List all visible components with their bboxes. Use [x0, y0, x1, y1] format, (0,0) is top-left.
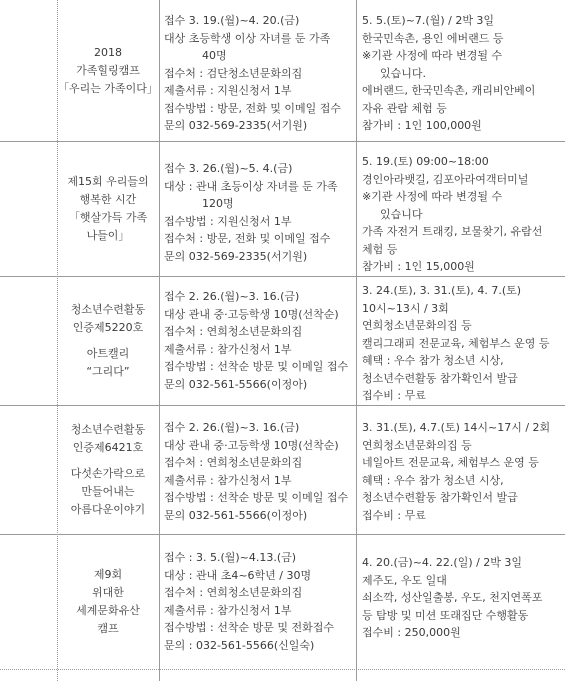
program-name-line: 아름다운이야기	[70, 502, 146, 516]
application-info	[164, 12, 354, 135]
info-line: 접수방법 : 선착순 방문 및 전화접수	[164, 621, 334, 634]
schedule-line: 캘리그래피 전문교육, 체험부스 운영 등	[362, 336, 550, 350]
schedule-line: 4. 20.(금)~4. 22.(일) / 2박 3일	[362, 556, 523, 569]
info-line: 대상 초등학생 이상 자녀를 둔 가족	[164, 31, 331, 45]
schedule-line: 청소년수련활동 참가확인서 발급	[362, 491, 518, 504]
info-line: 대상 관내 중·고등학생 10명(선착순)	[164, 307, 339, 321]
schedule-line: 쇠소깍, 성산일출봉, 우도, 천지연폭포	[362, 591, 543, 604]
schedule-line: 있습니다.	[380, 66, 427, 80]
info-line: 제출서류 : 지원신청서 1부	[164, 84, 292, 97]
info-line: 문의 : 032-561-5566(신일숙)	[164, 638, 315, 652]
info-line: 문의 032-569-2335(서기원)	[164, 249, 308, 263]
info-line: 접수처 : 방문, 전화 및 이메일 접수	[164, 232, 331, 245]
program-name-line: 청소년수련활동	[70, 302, 146, 316]
program-name-line: 청소년수련활동	[70, 422, 146, 436]
info-line: 접수방법 : 방문, 전화 및 이메일 접수	[164, 101, 341, 115]
schedule-line: 체험 등	[362, 242, 398, 256]
info-line: 접수방법 : 선착순 방문 및 이메일 접수	[164, 491, 349, 504]
info-line: 접수방법 : 지원신청서 1부	[164, 214, 292, 228]
info-line: 접수처 : 연희청소년문화의집	[164, 456, 303, 469]
schedule-line: 제주도, 우도 일대	[362, 573, 447, 587]
info-line: 접수처 : 연희청소년문화의집	[164, 586, 303, 599]
info-line: 제출서류 : 참가신청서 1부	[164, 603, 292, 617]
program-name-line: 가족힐링캠프	[76, 63, 140, 77]
info-line: 문의 032-561-5566(이정아)	[164, 508, 308, 522]
program-name	[57, 405, 159, 534]
info-line: 접수방법 : 선착순 방문 및 이메일 접수	[164, 360, 349, 373]
program-name-line: 행복한 시간	[79, 192, 137, 206]
info-line: 제출서류 : 참가신청서 1부	[164, 342, 292, 356]
schedule-line: ※기관 사정에 따라 변경될 수	[362, 49, 503, 62]
program-name-line: 인증제6421호	[72, 440, 144, 454]
program-name	[57, 141, 159, 276]
program-name-line: 다섯손가락으로	[70, 466, 146, 480]
application-info	[164, 160, 354, 265]
program-name	[57, 276, 159, 405]
schedule-line: 3. 31.(토), 4.7.(토) 14시~17시 / 2회	[362, 421, 551, 434]
schedule-details	[362, 554, 562, 642]
info-line: 문의 032-569-2335(서기원)	[164, 119, 308, 132]
program-name	[57, 534, 159, 669]
schedule-line: 5. 5.(토)~7.(월) / 2박 3일	[362, 14, 495, 27]
schedule-line: 접수비 : 무료	[362, 508, 426, 522]
info-line: 대상 : 관내 초4~6학년 / 30명	[164, 568, 312, 582]
program-name-line: 「우리는 가족이다」	[58, 81, 158, 95]
application-info	[164, 549, 354, 654]
program-name-line: 2018	[94, 45, 122, 59]
info-line: 제출서류 : 참가신청서 1부	[164, 473, 292, 487]
schedule-line: 네일아트 전문교육, 체험부스 운영 등	[362, 456, 539, 469]
program-name-line: 아트캘리	[86, 346, 130, 360]
schedule-line: 한국민속촌, 용인 에버랜드 등	[362, 31, 504, 45]
schedule-line: 연희청소년문화의집 등	[362, 438, 472, 452]
schedule-line: 경인아라뱃길, 김포아라여객터미널	[362, 172, 529, 186]
schedule-line: 가족 자전거 트래킹, 보물찾기, 유람선	[362, 225, 543, 238]
program-row	[0, 534, 565, 669]
schedule-line: 에버랜드, 한국민속촌, 캐리비안베이	[362, 84, 536, 97]
program-name-line: 인증제5220호	[72, 320, 144, 334]
application-info	[164, 419, 354, 524]
info-line: 120명	[202, 197, 234, 210]
schedule-details	[362, 12, 562, 135]
info-line: 접수처 : 검단청소년문화의집	[164, 66, 303, 80]
info-line: 접수처 : 연희청소년문화의집	[164, 325, 303, 338]
info-line: 접수 : 3. 5.(월)~4.13.(금)	[164, 551, 297, 564]
program-name-line: 제15회 우리들의	[67, 174, 149, 188]
schedule-line: 있습니다	[380, 207, 423, 221]
program-row	[0, 0, 565, 141]
schedule-details	[362, 282, 562, 405]
program-name-line: 캠프	[97, 621, 119, 635]
info-line: 접수 2. 26.(월)~3. 16.(금)	[164, 290, 300, 303]
info-line: 문의 032-561-5566(이정아)	[164, 377, 308, 391]
schedule-line: 참가비 : 1인 15,000원	[362, 260, 475, 273]
schedule-line: 청소년수련활동 참가확인서 발급	[362, 371, 518, 385]
schedule-line: 연희청소년문화의집 등	[362, 319, 472, 332]
schedule-line: 10시~13시 / 3회	[362, 301, 449, 315]
program-row	[0, 141, 565, 276]
info-line: 접수 3. 19.(월)~4. 20.(금)	[164, 14, 300, 27]
program-name-line: “그리다”	[86, 364, 130, 378]
schedule-line: 자유 관람 체험 등	[362, 101, 447, 115]
schedule-line: 접수비 : 250,000원	[362, 626, 461, 639]
schedule-line: 참가비 : 1인 100,000원	[362, 119, 482, 132]
schedule-line: ※기관 사정에 따라 변경될 수	[362, 190, 503, 203]
program-name-line: 만들어내는	[81, 484, 135, 498]
row-divider	[0, 669, 565, 670]
info-line: 대상 관내 중·고등학생 10명(선착순)	[164, 438, 339, 452]
program-name-line: 나들이」	[86, 228, 130, 242]
schedule-line: 접수비 : 무료	[362, 389, 426, 402]
program-name-line: 제9회	[93, 567, 123, 581]
schedule-line: 혜택 : 우수 참가 청소년 시상,	[362, 473, 504, 487]
program-row	[0, 405, 565, 534]
application-info	[164, 288, 354, 393]
program-row	[0, 276, 565, 405]
schedule-line: 등 탐방 및 미션 또래집단 수행활동	[362, 608, 529, 622]
schedule-details	[362, 153, 562, 276]
schedule-line: 3. 24.(토), 3. 31.(토), 4. 7.(토)	[362, 284, 522, 297]
info-line: 접수 2. 26.(월)~3. 16.(금)	[164, 421, 300, 434]
program-name-line: 세계문화유산	[76, 603, 140, 617]
info-line: 접수 3. 26.(월)~5. 4.(금)	[164, 162, 293, 175]
schedule-details	[362, 419, 562, 524]
schedule-line: 혜택 : 우수 참가 청소년 시상,	[362, 354, 504, 367]
schedule-line: 5. 19.(토) 09:00~18:00	[362, 155, 489, 168]
program-name-line: 위대한	[92, 585, 124, 599]
program-name	[57, 0, 159, 141]
info-line: 대상 : 관내 초등이상 자녀를 둔 가족	[164, 179, 338, 193]
program-name-line: 「햇살가득 가족	[68, 210, 148, 224]
info-line: 40명	[202, 49, 227, 62]
